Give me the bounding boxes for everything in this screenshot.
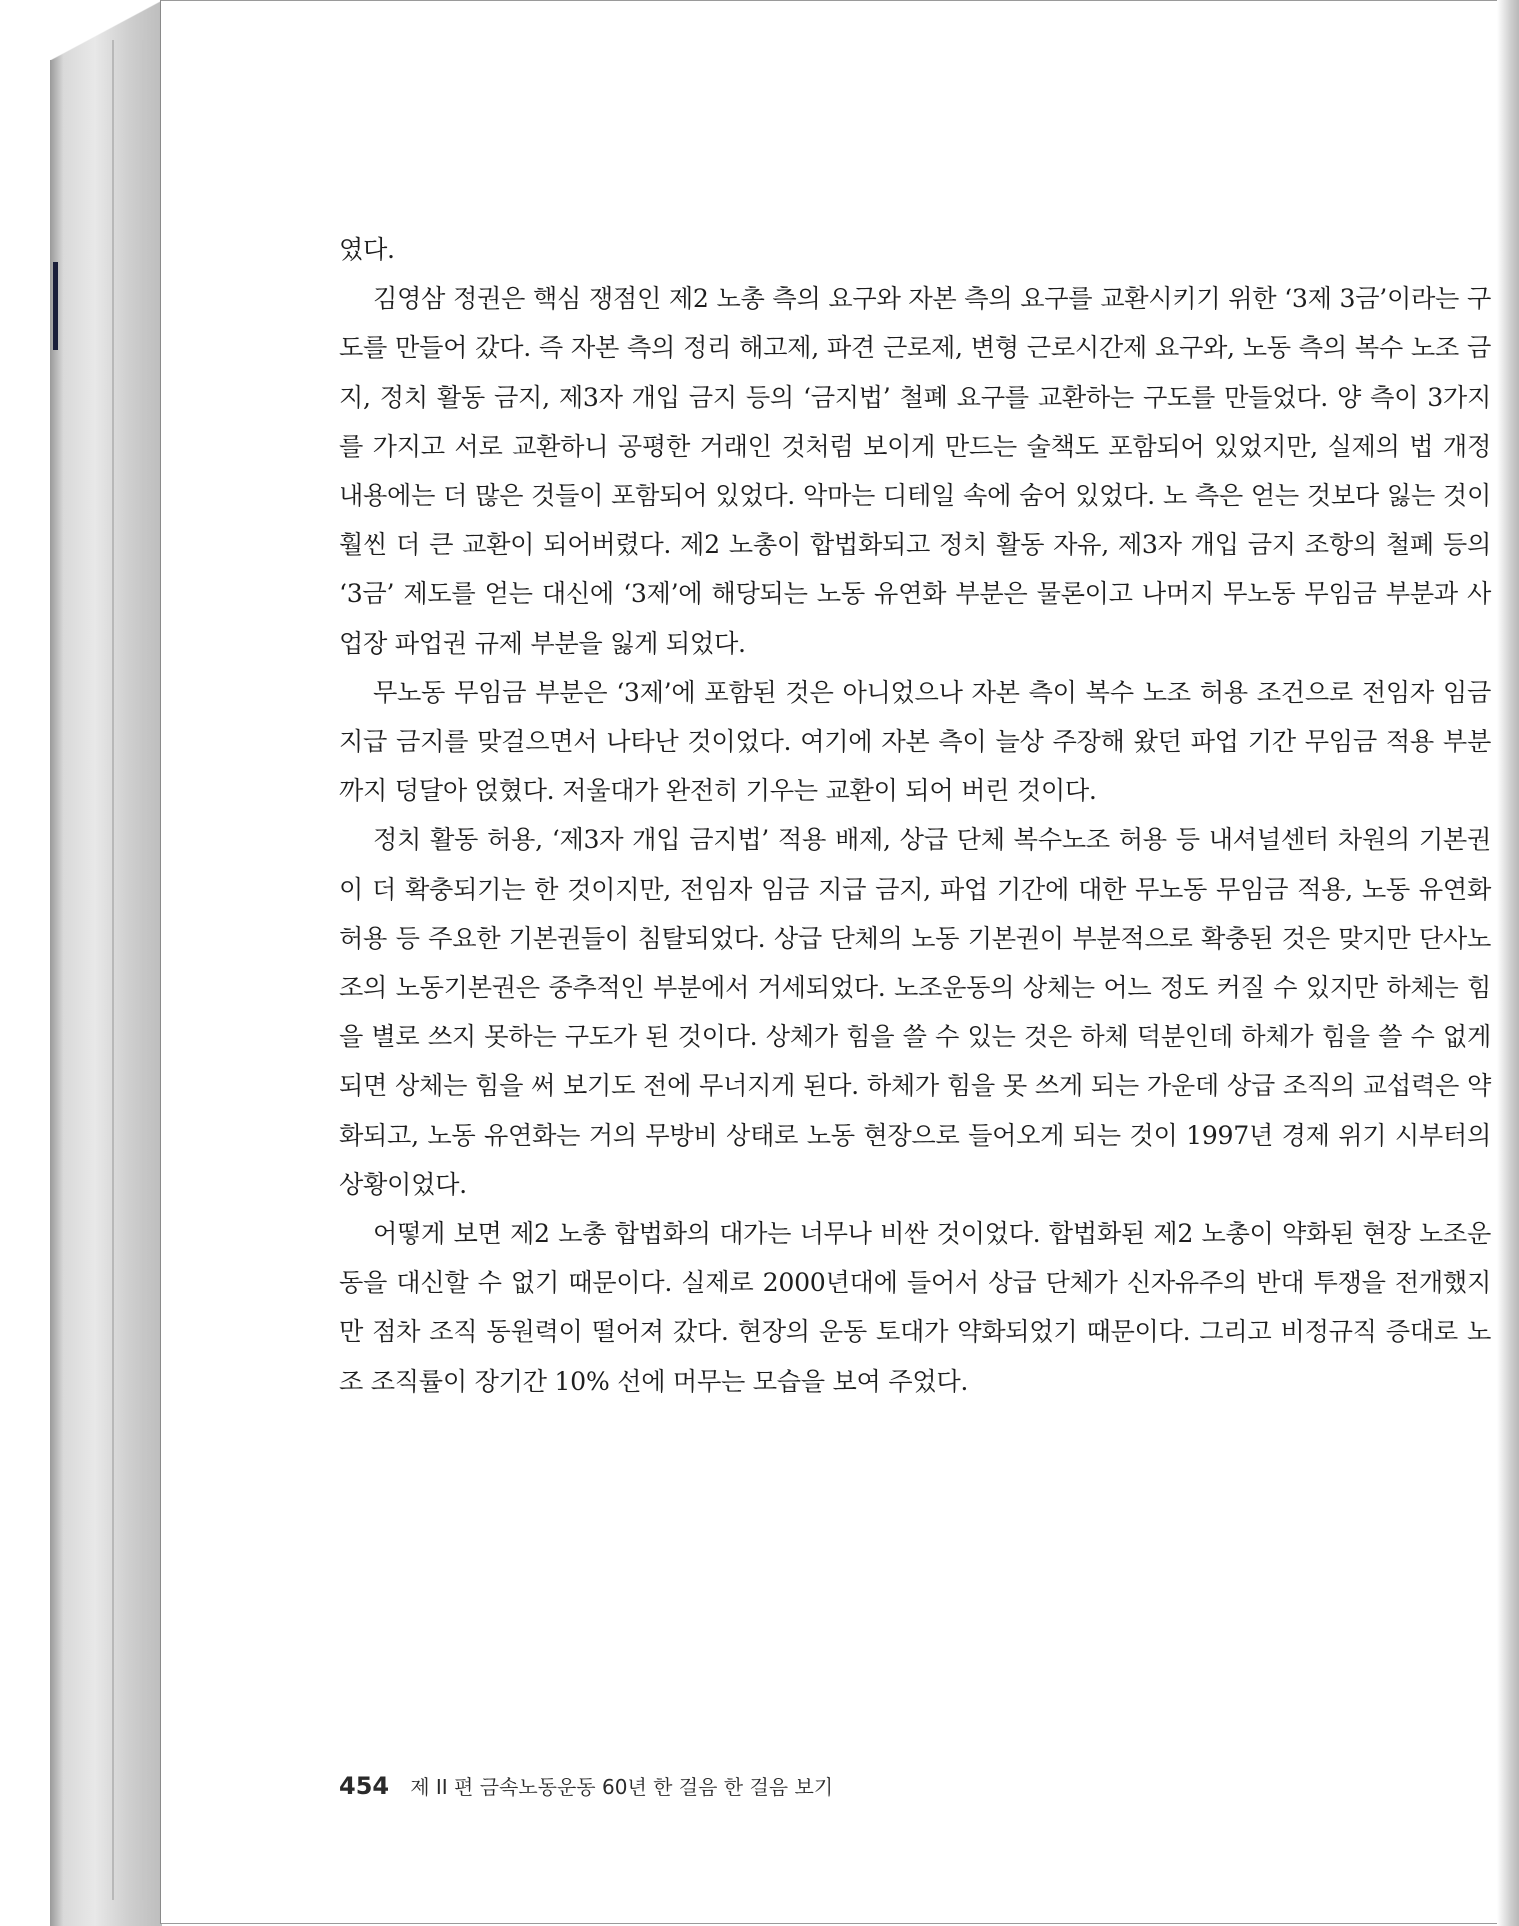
paragraph-1: 였다. xyxy=(339,235,395,264)
book-page xyxy=(160,0,1512,1924)
paragraph-4: 정치 활동 허용, ‘제3자 개입 금지법’ 적용 배제, 상급 단체 복수노조 허용 등 내셔널센터 차원의 기본권이 더 확충되기는 한 것이지만, 전임자 임금 지급 금지, 파업 기간에 대한 무노동 무임금 적용, 노동 유연화 허용 등 주요한 기본권들이 침탈되었다. 상급 단체의 노동 기본권이 부분적으로 확충된 것은 맞지만 단사노조의 노동기본권은 중추적인 부분에서 거세되었다. 노조운동의 상체는 어느 정도 커질 수 있지만 하체는 힘을 별로 쓰지 못하는 구도가 된 것이다. 상체가 힘을 쓸 수 있는 것은 하체 덕분인데 하체가 힘을 쓸 수 없게 되면 상체는 힘을 써 보기도 전에 무너지게 된다. 하체가 힘을 못 쓰게 되는 가운데 상급 조직의 교섭력은 약화되고, 노동 유연화는 거의 무방비 상태로 노동 현장으로 들어오게 되는 것이 1997년 경제 위기 시부터의 상황이었다. xyxy=(339,825,1491,1199)
page-footer xyxy=(339,1771,1139,1800)
paragraph-5: 어떻게 보면 제2 노총 합법화의 대가는 너무나 비싼 것이었다. 합법화된 제2 노총이 약화된 현장 노조운동을 대신할 수 없기 때문이다. 실제로 2000년대에 들어서 상급 단체가 신자유주의 반대 투쟁을 전개했지만 점차 조직 동원력이 떨어져 갔다. 현장의 운동 토대가 약화되었기 때문이다. 그리고 비정규직 증대로 노조 조직률이 장기간 10% 선에 머무는 모습을 보여 주었다. xyxy=(339,1219,1491,1396)
book-page-stack xyxy=(50,0,162,1926)
page-stack-top xyxy=(50,0,162,60)
page-edge-shadow xyxy=(1497,0,1519,1926)
paragraph-2: 김영삼 정권은 핵심 쟁점인 제2 노총 측의 요구와 자본 측의 요구를 교환시키기 위한 ‘3제 3금’이라는 구도를 만들어 갔다. 즉 자본 측의 정리 해고제, 파견 근로제, 변형 근로시간제 요구와, 노동 측의 복수 노조 금지, 정치 활동 금지, 제3자 개입 금지 등의 ‘금지법’ 철폐 요구를 교환하는 구도를 만들었다. 양 측이 3가지를 가지고 서로 교환하니 공평한 거래인 것처럼 보이게 만드는 술책도 포함되어 있었지만, 실제의 법 개정 내용에는 더 많은 것들이 포함되어 있었다. 악마는 디테일 속에 숨어 있었다. 노 측은 얻는 것보다 잃는 것이 훨씬 더 큰 교환이 되어버렸다. 제2 노총이 합법화되고 정치 활동 자유, 제3자 개입 금지 조항의 철폐 등의 ‘3금’ 제도를 얻는 대신에 ‘3제’에 해당되는 노동 유연화 부분은 물론이고 나머지 무노동 무임금 부분과 사업장 파업권 규제 부분을 잃게 되었다. xyxy=(339,284,1491,658)
page-stack-line xyxy=(112,40,114,1900)
running-head: 제 II 편 금속노동운동 60년 한 걸음 한 걸음 보기 xyxy=(410,1775,834,1799)
bookmark-ribbon xyxy=(53,262,58,350)
body-text xyxy=(339,225,1491,1406)
page-number: 454 xyxy=(339,1772,390,1800)
page-stack-line xyxy=(142,40,144,1900)
paragraph-3: 무노동 무임금 부분은 ‘3제’에 포함된 것은 아니었으나 자본 측이 복수 노조 허용 조건으로 전임자 임금 지급 금지를 맞걸으면서 나타난 것이었다. 여기에 자본 측이 늘상 주장해 왔던 파업 기간 무임금 적용 부분까지 덩달아 얹혔다. 저울대가 완전히 기우는 교환이 되어 버린 것이다. xyxy=(339,677,1491,806)
